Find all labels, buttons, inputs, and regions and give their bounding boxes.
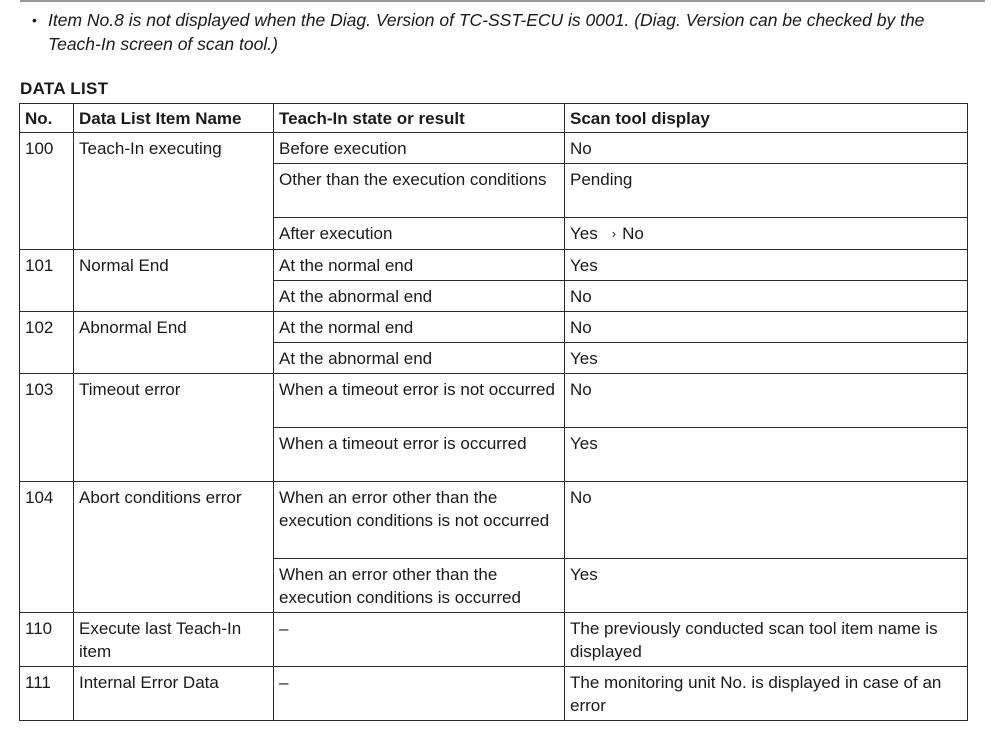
item-no: 101 [20, 250, 74, 312]
display-cell: Yes [565, 559, 968, 613]
arrow-right-icon: › [611, 226, 617, 241]
state-cell: At the abnormal end [274, 281, 565, 312]
state-cell: At the normal end [274, 312, 565, 343]
item-no: 102 [20, 312, 74, 374]
table-row [20, 133, 968, 164]
data-list-table [19, 103, 968, 721]
display-cell: The monitoring unit No. is displayed in case of an error [565, 667, 968, 721]
table-row [20, 667, 968, 721]
header-row [20, 104, 968, 133]
item-no: 104 [20, 482, 74, 613]
state-cell: When a timeout error is not occurred [274, 374, 565, 428]
note [32, 8, 932, 56]
state-cell: When a timeout error is occurred [274, 428, 565, 482]
header-item-name: Data List Item Name [74, 104, 274, 133]
header-state: Teach-In state or result [274, 104, 565, 133]
note-text: Item No.8 is not displayed when the Diag. Version of TC-SST-ECU is 0001. (Diag. Version can be checked by the Teach-In screen of scan tool.) [48, 10, 925, 54]
display-cell: No [565, 312, 968, 343]
display-cell: No [565, 281, 968, 312]
state-cell: When an error other than the execution conditions is not occurred [274, 482, 565, 559]
state-cell: After execution [274, 218, 565, 250]
item-name: Execute last Teach-In item [74, 613, 274, 667]
table-row [20, 312, 968, 343]
item-name: Normal End [74, 250, 274, 312]
item-name: Abort conditions error [74, 482, 274, 613]
display-cell: Pending [565, 164, 968, 218]
state-cell: At the abnormal end [274, 343, 565, 374]
display-cell: The previously conducted scan tool item name is displayed [565, 613, 968, 667]
bullet-icon: • [32, 12, 37, 28]
state-cell: – [274, 667, 565, 721]
display-cell: Yes [565, 343, 968, 374]
section-title: DATA LIST [20, 79, 109, 98]
item-name: Internal Error Data [74, 667, 274, 721]
display-to: No [622, 224, 644, 243]
display-cell: No [565, 482, 968, 559]
state-cell: When an error other than the execution conditions is occurred [274, 559, 565, 613]
item-name: Teach-In executing [74, 133, 274, 250]
item-no: 100 [20, 133, 74, 250]
table-row [20, 613, 968, 667]
display-cell: No [565, 374, 968, 428]
header-display: Scan tool display [565, 104, 968, 133]
display-cell: No [565, 133, 968, 164]
display-cell [565, 218, 968, 250]
display-cell: Yes [565, 428, 968, 482]
display-cell: Yes [565, 250, 968, 281]
state-cell: – [274, 613, 565, 667]
top-rule [20, 0, 985, 2]
state-cell: Other than the execution conditions [274, 164, 565, 218]
display-from: Yes [570, 224, 598, 243]
item-no: 111 [20, 667, 74, 721]
item-name: Abnormal End [74, 312, 274, 374]
table-row [20, 374, 968, 428]
state-cell: Before execution [274, 133, 565, 164]
state-cell: At the normal end [274, 250, 565, 281]
item-no: 110 [20, 613, 74, 667]
table-row [20, 250, 968, 281]
header-no: No. [20, 104, 74, 133]
item-no: 103 [20, 374, 74, 482]
table-row [20, 482, 968, 559]
item-name: Timeout error [74, 374, 274, 482]
